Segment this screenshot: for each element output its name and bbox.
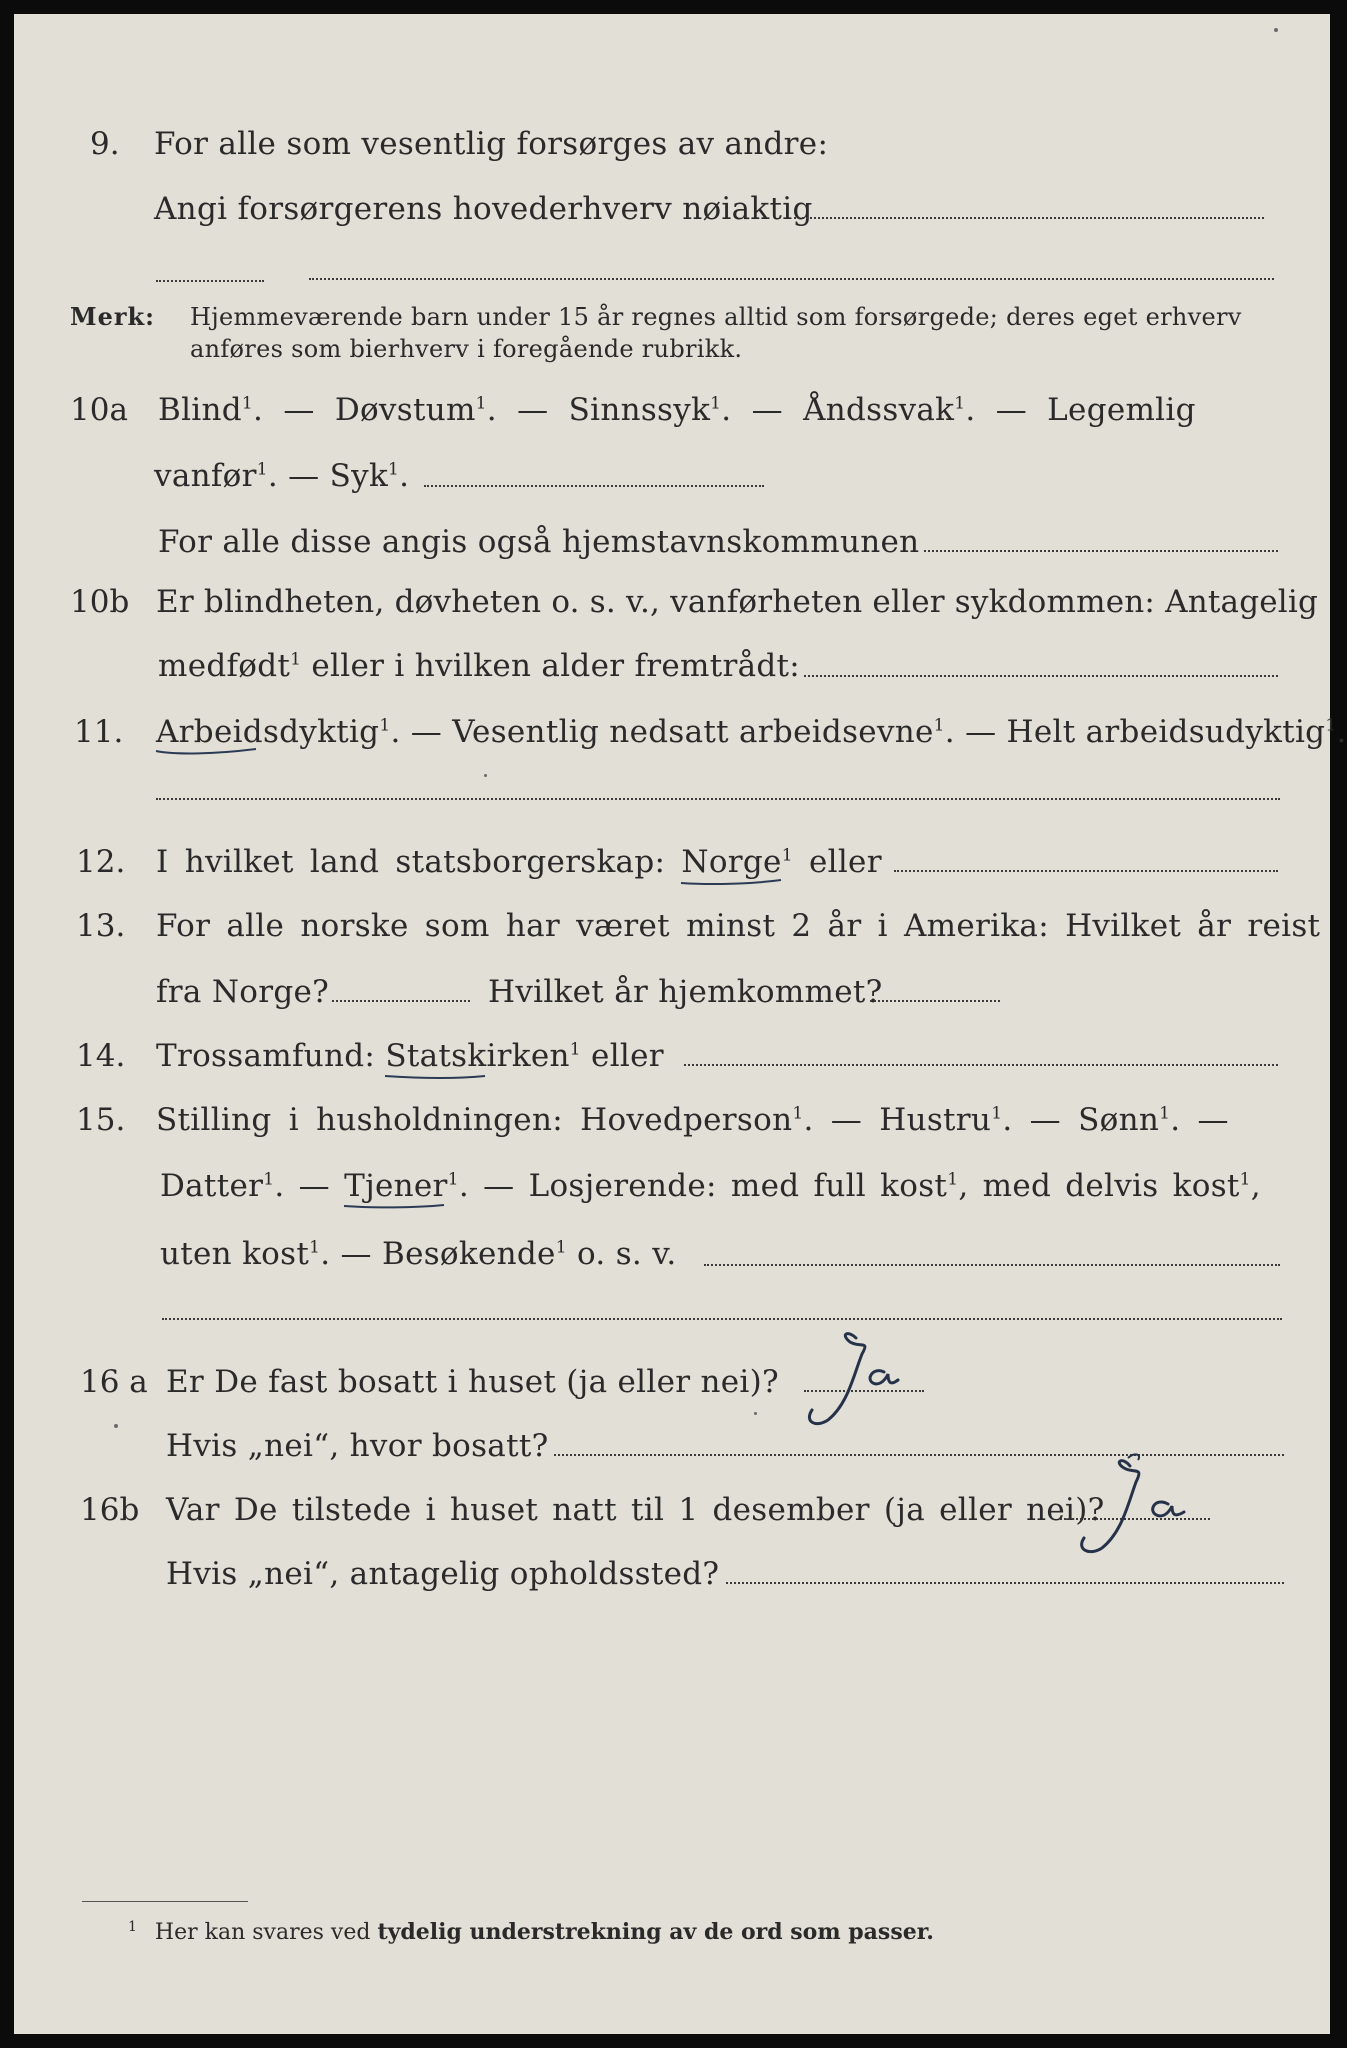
handwritten-underline xyxy=(156,746,256,756)
merk-label: Merk: xyxy=(70,302,155,331)
footnote-mark: 1 xyxy=(128,1918,137,1935)
q11-number: 11. xyxy=(74,714,124,750)
paper-speck xyxy=(1274,28,1278,32)
q10b-answer-line[interactable] xyxy=(804,675,1278,677)
footnote-ref: 1 xyxy=(263,1169,275,1190)
q15-osv: o. s. v. xyxy=(566,1236,677,1272)
q9-answer-line[interactable] xyxy=(794,217,1264,219)
q16a-handwritten-answer xyxy=(798,1324,928,1434)
q16a-line1: Er De fast bosatt i huset (ja eller nei)? xyxy=(166,1364,779,1400)
footnote-ref: 1 xyxy=(379,715,391,736)
footnote-ref: 1 xyxy=(309,1237,321,1258)
footnote-ref: 1 xyxy=(290,649,302,670)
q11-mid: . — Vesentlig nedsatt arbeidsevne xyxy=(390,714,934,750)
handwritten-ja-icon xyxy=(1068,1446,1218,1566)
q11-end: . xyxy=(1336,714,1347,750)
delvis-kost-option[interactable]: , med delvis kost xyxy=(958,1168,1240,1204)
q12-answer-line[interactable] xyxy=(894,870,1278,872)
statskirken-label: Statskirken xyxy=(385,1038,570,1074)
blind-option[interactable]: Blind xyxy=(158,392,242,428)
q10a-sep: . — xyxy=(486,392,569,428)
q14-eller: eller xyxy=(580,1038,664,1074)
tjener-label: Tjener xyxy=(344,1168,448,1204)
besokende-option[interactable]: . — Besøkende xyxy=(320,1236,556,1272)
sonn-option[interactable]: . — Sønn xyxy=(1002,1102,1160,1138)
q10a-sep: . — xyxy=(965,392,1048,428)
q11-answer-line[interactable] xyxy=(156,798,1280,800)
vanfor-option[interactable]: vanfør xyxy=(154,458,257,494)
q9-answer-line-2b[interactable] xyxy=(309,278,1274,280)
footnote-ref: 1 xyxy=(1325,715,1337,736)
norge-option-underlined[interactable] xyxy=(681,844,781,880)
merk-line2: anføres som bierhverv i foregående rubrikk. xyxy=(190,335,743,363)
q9-answer-line-2a[interactable] xyxy=(156,280,264,282)
q15-sep: . — xyxy=(274,1168,345,1204)
q13-number: 13. xyxy=(76,908,126,944)
q15-comma: , xyxy=(1250,1168,1261,1204)
footnote-ref: 1 xyxy=(475,393,487,414)
dovstum-option[interactable]: Døvstum xyxy=(334,392,476,428)
q10b-line1: Er blindheten, døvheten o. s. v., vanførheten eller sykdommen: Antagelig xyxy=(156,584,1319,620)
footnote-ref: 1 xyxy=(569,1039,581,1060)
q11-line xyxy=(156,714,1347,750)
q10a-hjemstavn-line[interactable] xyxy=(924,550,1278,552)
handwritten-underline xyxy=(344,1200,444,1210)
footnote-ref: 1 xyxy=(1159,1103,1171,1124)
legemlig-option[interactable]: Legemlig xyxy=(1047,392,1196,428)
q15-line1 xyxy=(156,1102,1229,1138)
footnote-ref: 1 xyxy=(388,459,400,480)
paper-speck xyxy=(484,774,487,777)
footnote-ref: 1 xyxy=(947,1169,959,1190)
q15-line2 xyxy=(160,1168,1261,1204)
q15-sep: . — xyxy=(1170,1102,1229,1138)
q13-reist-answer-line[interactable] xyxy=(332,1000,470,1002)
medfodt-option[interactable]: medfødt xyxy=(158,648,291,684)
andssvak-option[interactable]: Åndssvak xyxy=(803,392,955,428)
sinnssyk-option[interactable]: Sinnssyk xyxy=(568,392,711,428)
q13-line1: For alle norske som har været minst 2 år i Amerika: Hvilket år reist xyxy=(156,908,1321,944)
syk-option[interactable]: Syk xyxy=(329,458,389,494)
arbeidsdyktig-option-underlined[interactable] xyxy=(156,714,379,750)
tjener-option-underlined[interactable] xyxy=(344,1168,448,1204)
q10a-line1 xyxy=(158,392,1196,428)
datter-option[interactable]: Datter xyxy=(160,1168,264,1204)
q11-mid2: . — Helt arbeidsudyktig xyxy=(944,714,1326,750)
q10a-end: . xyxy=(399,458,410,494)
q10a-line3: For alle disse angis også hjemstavnskommunen xyxy=(158,524,920,560)
norge-label: Norge xyxy=(681,844,782,880)
q10a-sep: . — xyxy=(721,392,804,428)
merk-line1: Hjemmeværende barn under 15 år regnes alltid som forsørgede; deres eget erhverv xyxy=(190,303,1242,331)
q13-hjemkommet-answer-line[interactable] xyxy=(870,1000,1000,1002)
q12-number: 12. xyxy=(76,844,126,880)
q14-line xyxy=(156,1038,664,1074)
footnote-ref: 1 xyxy=(933,715,945,736)
hovedperson-option[interactable]: Stilling i husholdningen: Hovedperson xyxy=(156,1102,793,1138)
q16b-line2: Hvis „nei“, antagelig opholdssted? xyxy=(166,1556,720,1592)
q10a-sep: . — xyxy=(253,392,335,428)
q14-number: 14. xyxy=(76,1038,126,1074)
q13-hjemkommet: Hvilket år hjemkommet? xyxy=(488,974,883,1010)
q15-line3 xyxy=(160,1236,677,1272)
footnote-ref: 1 xyxy=(781,845,793,866)
footnote-ref: 1 xyxy=(256,459,268,480)
q12-eller: eller xyxy=(792,844,882,880)
footnote-ref: 1 xyxy=(954,393,966,414)
losjerende-full-kost-option[interactable]: . — Losjerende: med full kost xyxy=(458,1168,948,1204)
q14-answer-line[interactable] xyxy=(684,1064,1278,1066)
hustru-option[interactable]: . — Hustru xyxy=(803,1102,992,1138)
q15-answer-line-2[interactable] xyxy=(162,1318,1282,1320)
footnote-rule xyxy=(82,1901,248,1902)
footnote-ref: 1 xyxy=(241,393,254,414)
q9-line2: Angi forsørgerens hovederhverv nøiaktig xyxy=(154,191,813,227)
footnote-ref: 1 xyxy=(991,1103,1003,1124)
paper-speck xyxy=(114,1424,118,1428)
q15-answer-line[interactable] xyxy=(704,1264,1280,1266)
handwritten-ja-icon xyxy=(798,1324,928,1434)
q9-number: 9. xyxy=(90,126,120,162)
q16b-handwritten-answer xyxy=(1068,1446,1218,1566)
paper-speck xyxy=(754,1412,757,1415)
q16a-number: 16 a xyxy=(80,1364,148,1400)
q10b-line2 xyxy=(158,648,800,684)
footnote-ref: 1 xyxy=(792,1103,804,1124)
q16b-line1: Var De tilstede i huset natt til 1 desember (ja eller nei)? xyxy=(166,1492,1105,1528)
footnote-ref: 1 xyxy=(1239,1169,1251,1190)
q10a-line2 xyxy=(154,458,409,494)
q9-line1: For alle som vesentlig forsørges av andre: xyxy=(154,126,829,162)
q16b-opholdssted-line[interactable] xyxy=(726,1582,1284,1584)
q15-number: 15. xyxy=(76,1102,126,1138)
footnote-ref: 1 xyxy=(710,393,722,414)
footnote-bold-text: tydelig understrekning av de ord som passer. xyxy=(377,1919,934,1945)
statskirken-option-underlined[interactable] xyxy=(385,1038,569,1074)
footnote-ref: 1 xyxy=(555,1237,567,1258)
q12-text: I hvilket land statsborgerskap: xyxy=(156,844,682,880)
arbeidsdyktig-label: Arbeidsdyktig xyxy=(156,714,380,750)
q13-fra-norge: fra Norge? xyxy=(156,974,330,1010)
handwritten-underline xyxy=(385,1070,485,1080)
q10b-line2-rest: eller i hvilken alder fremtrådt: xyxy=(301,648,801,684)
q14-text: Trossamfund: xyxy=(156,1038,386,1074)
handwritten-underline xyxy=(681,876,781,886)
q10a-number: 10a xyxy=(70,392,128,428)
q10a-sep: . — xyxy=(267,458,330,494)
uten-kost-option[interactable]: uten kost xyxy=(160,1236,310,1272)
q16a-line2: Hvis „nei“, hvor bosatt? xyxy=(166,1428,549,1464)
q16b-number: 16b xyxy=(80,1492,140,1528)
q12-line xyxy=(156,844,882,880)
footnote-text: Her kan svares ved xyxy=(154,1920,378,1945)
footnote-ref: 1 xyxy=(447,1169,459,1190)
footnote xyxy=(128,1918,934,1947)
census-form-page xyxy=(14,14,1347,2034)
q10b-number: 10b xyxy=(70,584,130,620)
q10a-answer-line[interactable] xyxy=(424,485,764,487)
